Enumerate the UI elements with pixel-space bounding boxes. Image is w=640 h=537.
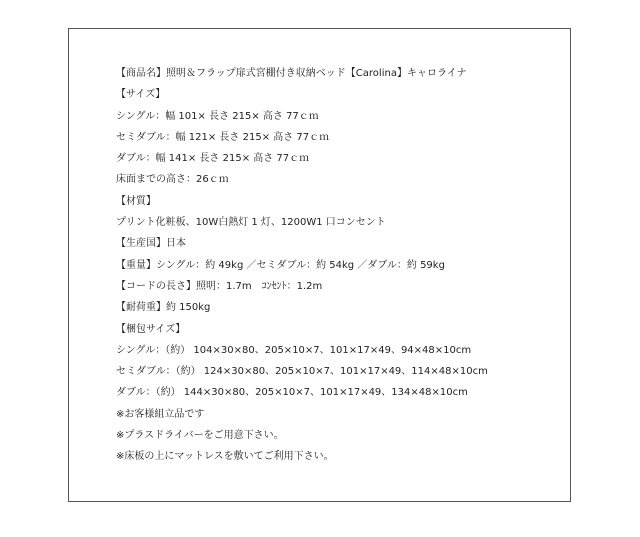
size-single-line: シングル：幅 101× 長さ 215× 高さ 77ｃｍ [116, 110, 319, 122]
size-semi-double-line: セミダブル：幅 121× 長さ 215× 高さ 77ｃｍ [116, 131, 330, 143]
spec-box [68, 28, 571, 502]
size-heading: 【サイズ】 [116, 89, 166, 101]
mattress-note: ※床板の上にマットレスを敷いてご利用下さい。 [116, 451, 334, 463]
package-semi-double-line: セミダブル：（約） 124×30×80、205×10×7、101×17×49、114×48×10cm [116, 366, 488, 378]
package-size-heading: 【梱包サイズ】 [116, 323, 186, 335]
package-double-line: ダブル：（約） 144×30×80、205×10×7、101×17×49、134×48×10cm [116, 387, 468, 399]
material-heading: 【材質】 [116, 195, 156, 207]
product-name-line: 【商品名】照明＆フラップ扉式宮棚付き収納ベッド【Carolina】キャロライナ [116, 68, 467, 79]
assembly-note: ※お客様組立品です [116, 408, 205, 420]
load-capacity-line: 【耐荷重】約 150kg [116, 302, 211, 314]
screwdriver-note: ※プラスドライバーをご用意下さい。 [116, 430, 284, 442]
weight-line: 【重量】シングル：約 49kg ／セミダブル：約 54kg ／ダブル：約 59kg [116, 259, 445, 271]
package-single-line: シングル：（約） 104×30×80、205×10×7、101×17×49、94×48×10cm [116, 344, 472, 356]
country-line: 【生産国】日本 [116, 238, 186, 250]
spec-list [116, 63, 488, 468]
size-double-line: ダブル：幅 141× 長さ 215× 高さ 77ｃｍ [116, 153, 310, 165]
material-line: プリント化粧板、10W白熱灯 1 灯、1200W1 口コンセント [116, 217, 386, 229]
cord-length-line: 【コードの長さ】照明：1.7m ｺﾝｾﾝﾄ：1.2m [116, 280, 323, 292]
floor-height-line: 床面までの高さ：26ｃｍ [116, 174, 229, 186]
